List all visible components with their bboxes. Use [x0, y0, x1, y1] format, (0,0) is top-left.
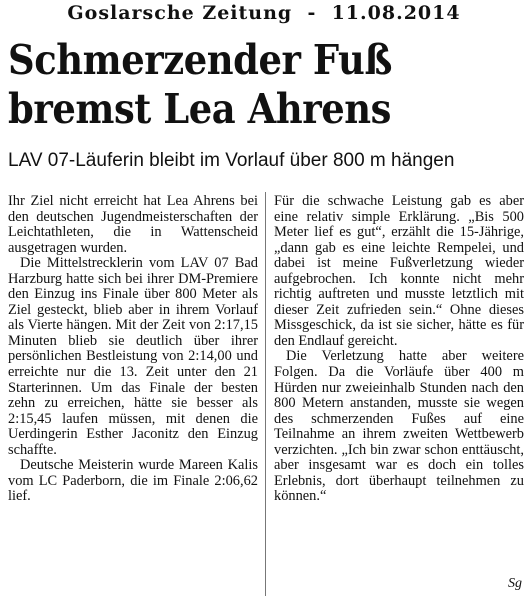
paragraph: Deutsche Meisterin wurde Mareen Kalis vom LC Paderborn, die im Finale 2:06,62 lief.	[8, 457, 258, 505]
article-column-right	[274, 194, 524, 596]
headline-line-1: Schmerzender Fuß	[8, 36, 392, 84]
column-divider	[265, 192, 266, 596]
headline	[8, 36, 472, 134]
paragraph: Die Mittelstrecklerin vom LAV 07 Bad Harzburg hatte sich bei ihrer DM-Premiere den Einzug ins Finale über 800 Meter als Ziel gesteckt, blieb aber in ihrem Vorlauf als Vierte hängen. Mit der Zeit von 2:17,15 Minuten blieb sie deutlich über ihrer persönlichen Bestleistung von 2:14,00 und erreichte nur die 13. Zeit unter den 21 Starterinnen. Um das Finale der besten zehn zu erreichen, hätte sie besser als 2:15,45 laufen müssen, mit denen die Uerdingerin Esther Jaconitz den Einzug schaffte.	[8, 255, 258, 458]
publication-name: Goslarsche Zeitung	[67, 2, 293, 24]
paragraph: Für die schwache Leistung gab es aber eine relativ simple Erklärung. „Bis 500 Meter lief es gut“, erzählt die 15-Jährige, „dann gab es eine leichte Rempelei, und dabei ist meine Fußverletzung wieder aufgebrochen. Ich konnte nicht mehr richtig auftreten und musste letztlich mit dieser Zeit zufrieden sein.“ Ohne dieses Missgeschick, da ist sie sicher, hätte es für den Endlauf gereicht.	[274, 194, 524, 349]
publication-date: 11.08.2014	[331, 2, 461, 24]
masthead-separator: -	[307, 2, 317, 24]
article-column-left	[8, 194, 258, 596]
subheadline: LAV 07-Läuferin bleibt im Vorlauf über 800 m hängen	[8, 150, 455, 171]
masthead	[0, 2, 528, 24]
author-byline: Sg	[508, 576, 522, 591]
headline-line-2: bremst Lea Ahrens	[8, 85, 391, 133]
paragraph: Ihr Ziel nicht erreicht hat Lea Ahrens bei den deutschen Jugendmeisterschaften der Leichtathleten, die in Wattenscheid ausgetragen wurden.	[8, 194, 258, 256]
paragraph: Die Verletzung hatte aber weitere Folgen. Da die Vorläufe über 400 m Hürden nur zweieinhalb Stunden nach den 800 Metern anstanden, musste sie wegen des schmerzenden Fußes auf eine Teilnahme an ihrem zweiten Wettbewerb verzichten. „Ich bin zwar schon enttäuscht, aber insgesamt war es doch ein tolles Erlebnis, dort überhaupt teilnehmen zu können.“	[274, 348, 524, 505]
